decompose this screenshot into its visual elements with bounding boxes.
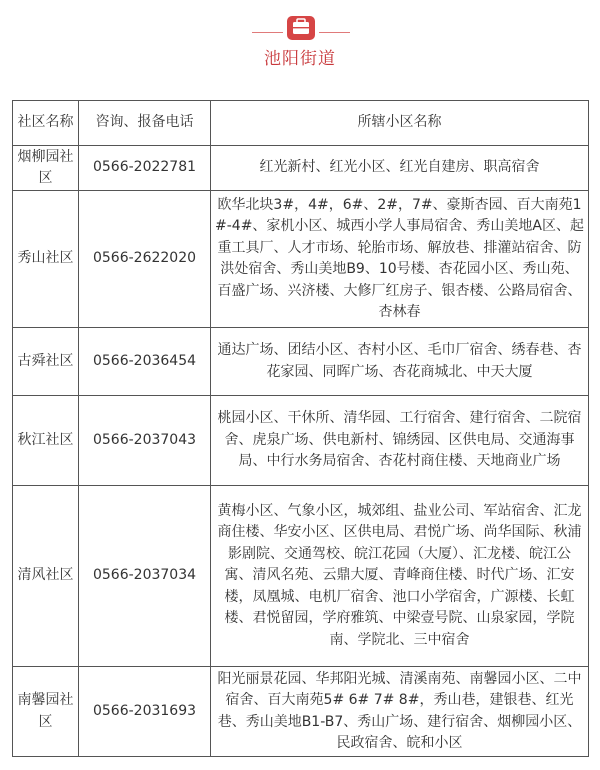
table-header-row — [13, 101, 589, 146]
page-title: 池阳街道 — [264, 49, 336, 69]
phone-number: 0566-2037034 — [79, 486, 211, 667]
area-list: 红光新村、红光小区、红光自建房、职高宿舍 — [211, 146, 589, 191]
phone-number: 0566-2622020 — [79, 191, 211, 328]
column-header-areas: 所辖小区名称 — [211, 101, 589, 146]
community-name: 烟柳园社区 — [13, 146, 79, 191]
table-row — [13, 667, 589, 757]
page-header — [0, 0, 600, 92]
folder-icon — [283, 15, 319, 41]
table-row — [13, 486, 589, 667]
community-name: 南馨园社区 — [13, 667, 79, 757]
phone-number: 0566-2031693 — [79, 667, 211, 757]
table-row — [13, 396, 589, 486]
divider-right — [319, 32, 350, 33]
area-list: 桃园小区、干休所、清华园、工行宿舍、建行宿舍、二院宿舍、虎泉广场、供电新村、锦绣园、区供电局、交通海事局、中行水务局宿舍、杏花村商住楼、天地商业广场 — [211, 396, 589, 486]
area-list: 阳光丽景花园、华邦阳光城、清溪南苑、南馨园小区、二中宿舍、百大南苑5# 6# 7# 8#，秀山巷，建银巷、红光巷、秀山美地B1-B7、秀山广场、建行宿舍、烟柳园小区、民政宿舍、皖和小区 — [211, 667, 589, 757]
community-name: 清风社区 — [13, 486, 79, 667]
table-row — [13, 328, 589, 396]
area-list: 通达广场、团结小区、杏村小区、毛巾厂宿舍、绣春巷、杏花家园、同晖广场、杏花商城北、中天大厦 — [211, 328, 589, 396]
area-list: 欧华北块3#，4#，6#、2#，7#、豪斯杏园、百大南苑1#-4#、家机小区、城西小学人事局宿舍、秀山美地A区、起重工具厂、人才市场、轮胎市场、解放巷、排灌站宿舍、防洪处宿舍、秀山美地B9、10号楼、杏花园小区、秀山苑、百盛广场、兴济楼、大修厂红房子、银杏楼、公路局宿舍、杏林春 — [211, 191, 589, 328]
column-header-community: 社区名称 — [13, 101, 79, 146]
community-table — [12, 100, 589, 757]
table-row — [13, 191, 589, 328]
phone-number: 0566-2037043 — [79, 396, 211, 486]
divider-left — [252, 32, 283, 33]
area-list: 黄梅小区、气象小区，城郊组、盐业公司、军站宿舍、汇龙商住楼、华安小区、区供电局、君悦广场、尚华国际、秋浦影剧院、交通驾校、皖江花园（大厦）、汇龙楼、皖江公寓、清风名苑、云鼎大厦、青峰商住楼、时代广场、汇安楼，凤凰城、电机厂宿舍、池口小学宿舍，广源楼、长虹楼、君悦留园，学府雅筑、中梁壹号院、山泉家园，学院南、学院北、三中宿舍 — [211, 486, 589, 667]
column-header-phone: 咨询、报备电话 — [79, 101, 211, 146]
header-icon-wrap — [283, 15, 319, 41]
community-name: 秀山社区 — [13, 191, 79, 328]
community-name: 秋江社区 — [13, 396, 79, 486]
phone-number: 0566-2036454 — [79, 328, 211, 396]
phone-number: 0566-2022781 — [79, 146, 211, 191]
table-row — [13, 146, 589, 191]
community-name: 古舜社区 — [13, 328, 79, 396]
